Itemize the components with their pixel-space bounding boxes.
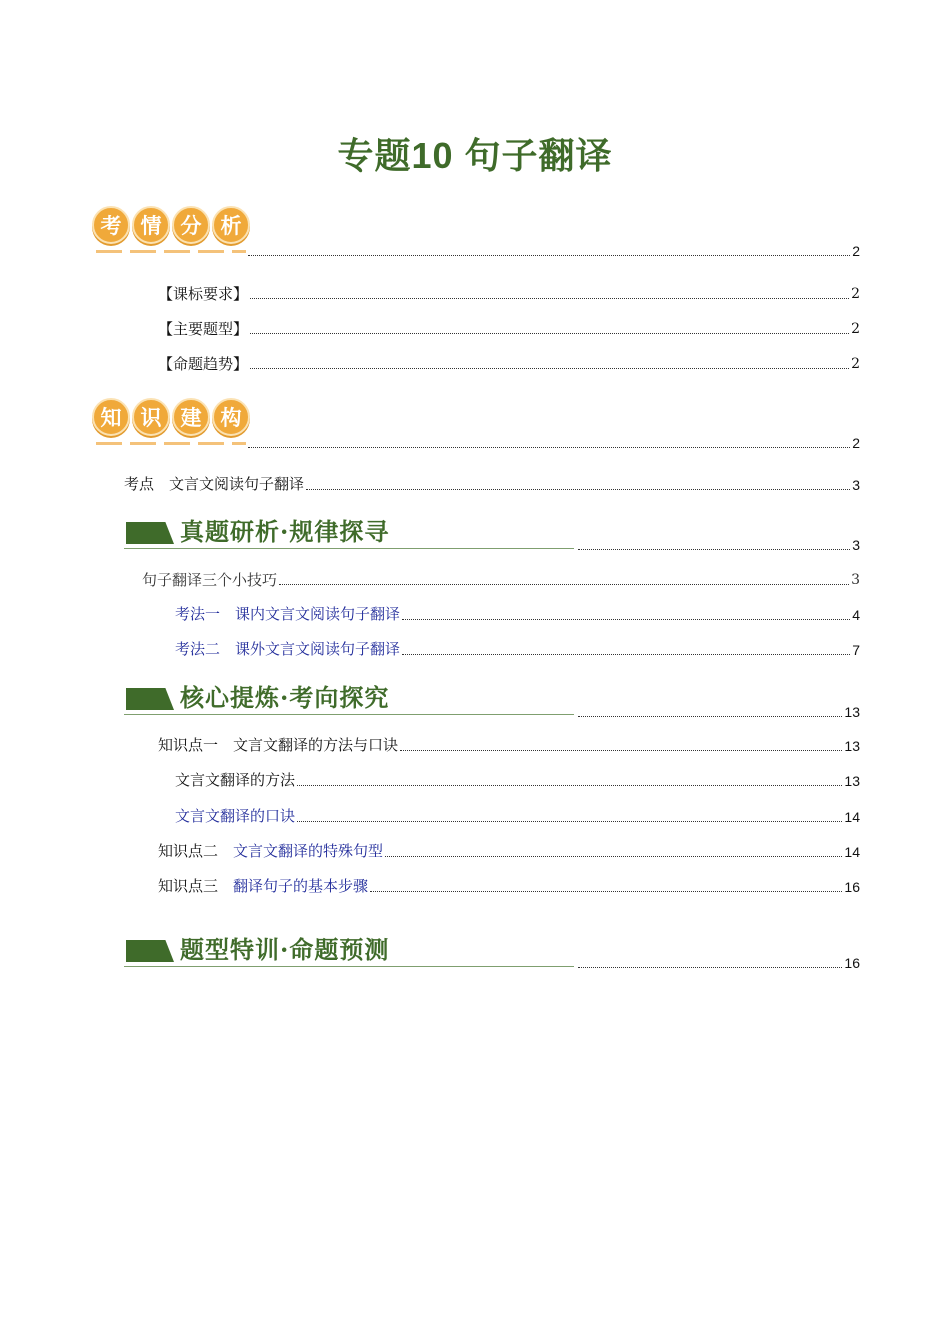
page-number: 3 [851, 572, 860, 588]
toc-row-zsd2[interactable] [158, 843, 860, 861]
leader-dots [250, 298, 849, 299]
badge-char: 分 [172, 206, 210, 244]
toc-row-mingti[interactable] [158, 355, 860, 373]
page-number: 4 [852, 607, 860, 623]
toc-row-tixing[interactable] [576, 954, 860, 972]
hexin-banner[interactable] [124, 674, 574, 714]
page-number: 16 [844, 955, 860, 971]
banner-bar [126, 940, 174, 962]
page-number: 3 [852, 537, 860, 553]
badge-underline [96, 442, 246, 445]
leader-dots [250, 368, 849, 369]
toc-label: 文言文翻译的方法 [175, 772, 296, 789]
toc-label: 考法一 课内文言文阅读句子翻译 [175, 606, 401, 623]
toc-row-zsd1[interactable] [158, 737, 860, 755]
toc-prefix: 知识点一 [158, 737, 234, 754]
toc-label: 【课标要求】 [158, 285, 249, 303]
toc-label: 考点 文言文阅读句子翻译 [124, 476, 305, 493]
toc-row-hexin[interactable] [576, 703, 860, 721]
toc-row-kebiao[interactable] [158, 285, 860, 303]
leader-dots [248, 255, 850, 256]
page-number: 7 [852, 642, 860, 658]
badge-char: 构 [212, 398, 250, 436]
toc-row-kaofa2[interactable] [175, 641, 860, 659]
badge-char: 情 [132, 206, 170, 244]
toc-label: 文言文翻译的特殊句型 [233, 843, 384, 860]
toc-label: 句子翻译三个小技巧 [142, 571, 278, 589]
page-number: 16 [844, 879, 860, 895]
toc-row-fangfa[interactable] [175, 772, 860, 790]
page-title: 专题10 句子翻译 [337, 135, 613, 176]
toc-row-zsd3[interactable] [158, 878, 860, 896]
tixing-banner[interactable] [124, 926, 574, 966]
badge-char: 考 [92, 206, 130, 244]
banner-bar [126, 688, 174, 710]
page-number: 14 [844, 809, 860, 825]
badge-char: 识 [132, 398, 170, 436]
leader-dots [370, 891, 842, 892]
leader-dots [402, 619, 850, 620]
badge-char: 知 [92, 398, 130, 436]
page-number: 2 [851, 356, 860, 372]
toc-label: 文言文翻译的口诀 [175, 808, 296, 825]
leader-dots [248, 447, 850, 448]
page-number: 13 [844, 704, 860, 720]
page-number: 3 [852, 477, 860, 493]
toc-row-koujue[interactable] [175, 808, 860, 826]
page-number: 2 [851, 321, 860, 337]
page-number: 2 [852, 243, 860, 259]
banner-line [124, 966, 574, 967]
toc-row-kaofa1[interactable] [175, 606, 860, 624]
leader-dots [578, 716, 842, 717]
leader-dots [402, 654, 850, 655]
page-number: 2 [852, 435, 860, 451]
leader-dots [306, 489, 850, 490]
toc-row-zhenti[interactable] [576, 536, 860, 554]
leader-dots [297, 821, 842, 822]
badge-underline [96, 250, 246, 253]
leader-dots [297, 785, 842, 786]
zhishi-badge[interactable] [92, 398, 250, 438]
toc-row-zhuyao[interactable] [158, 320, 860, 338]
banner-bar [126, 522, 174, 544]
banner-text: 题型特训·命题预测 [180, 935, 390, 964]
leader-dots [385, 856, 842, 857]
toc-label: 【命题趋势】 [158, 355, 249, 373]
leader-dots [578, 549, 850, 550]
toc-label: 考法二 课外文言文阅读句子翻译 [175, 641, 401, 658]
kaoqing-badge[interactable] [92, 206, 250, 246]
leader-dots [400, 750, 842, 751]
page-number: 13 [844, 738, 860, 754]
page-number: 14 [844, 844, 860, 860]
page-number: 13 [844, 773, 860, 789]
toc-label: 【主要题型】 [158, 320, 249, 338]
toc-row-jiqiao[interactable] [142, 571, 860, 589]
badge-char: 析 [212, 206, 250, 244]
leader-dots [578, 967, 842, 968]
banner-line [124, 548, 574, 549]
banner-text: 真题研析·规律探寻 [180, 517, 390, 546]
banner-text: 核心提炼·考向探究 [180, 683, 390, 712]
toc-label: 翻译句子的基本步骤 [233, 878, 369, 895]
page-number: 2 [851, 286, 860, 302]
zhenti-banner[interactable] [124, 508, 574, 548]
toc-label: 文言文翻译的方法与口诀 [233, 737, 399, 754]
toc-prefix: 知识点二 [158, 843, 234, 860]
badge-char: 建 [172, 398, 210, 436]
leader-dots [250, 333, 849, 334]
leader-dots [279, 584, 849, 585]
toc-prefix: 知识点三 [158, 878, 234, 895]
banner-line [124, 714, 574, 715]
toc-row-kaoqing[interactable] [246, 242, 860, 260]
toc-row-kaodian[interactable] [124, 476, 860, 494]
toc-row-zhishi[interactable] [246, 434, 860, 452]
